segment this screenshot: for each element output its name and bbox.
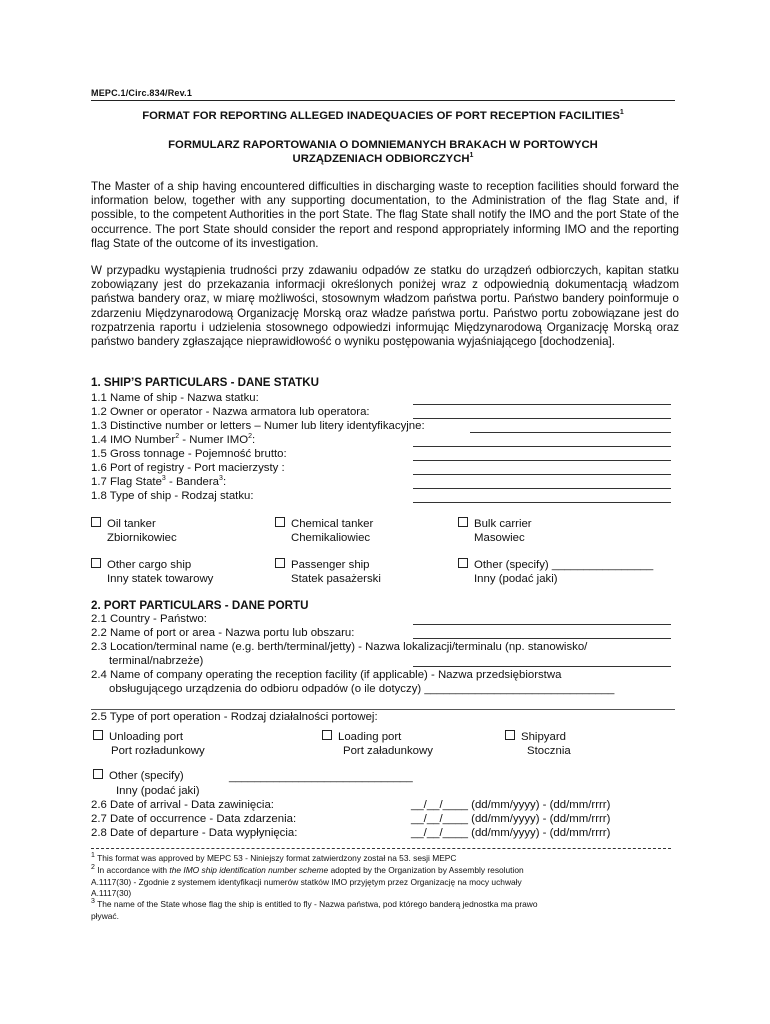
footnote-1 [91, 853, 456, 864]
field-flag-state-line[interactable] [413, 488, 671, 489]
title-pl-line1: FORMULARZ RAPORTOWANIA O DOMNIEMANYCH BRAKACH W PORTOWYCH [168, 139, 598, 151]
field-ship-type-line[interactable] [413, 502, 671, 503]
footnote-3-cont: pływać. [91, 911, 119, 921]
checkbox-bulk-carrier[interactable] [458, 517, 532, 545]
field-port-registry-line[interactable] [413, 474, 671, 475]
field-distinctive-number-label: 1.3 Distinctive number or letters – Numer lub litery identyfikacyjne: [91, 420, 425, 432]
checkbox-other-operation[interactable] [93, 769, 184, 783]
section2-title: 2. PORT PARTICULARS - DANE PORTU [91, 599, 309, 612]
flag-footnote-ref-a: 3 [161, 475, 166, 483]
title-pl-line2 [91, 153, 675, 165]
date-arrival-label: 2.6 Date of arrival - Data zawinięcia: [91, 799, 274, 811]
checkbox-square-icon[interactable] [91, 558, 101, 568]
title-en-footnote-ref: 1 [619, 109, 624, 117]
title-pl-text: URZĄDZENIACH ODBIORCZYCH [292, 153, 470, 165]
checkbox-square-icon[interactable] [275, 558, 285, 568]
checkbox-loading-port[interactable] [322, 730, 433, 758]
field-company-label: 2.4 Name of company operating the reception facility (if applicable) - Nazwa przedsiębiorstwa [91, 669, 562, 681]
checkbox-other-cargo-ship[interactable] [91, 558, 213, 586]
field-owner-label: 1.2 Owner or operator - Nazwa armatora lub operatora: [91, 406, 370, 418]
date-departure-input[interactable]: __/__/____ (dd/mm/yyyy) - (dd/mm/rrrr) [411, 827, 611, 839]
field-flag-state-label [91, 475, 226, 489]
field-port-name-line[interactable] [413, 638, 671, 639]
checkbox-square-icon[interactable] [275, 517, 285, 527]
checkbox-oil-tanker[interactable] [91, 517, 177, 545]
footnote-number: 3 [91, 898, 95, 906]
option-label-pl: Masowiec [474, 532, 525, 544]
field-country-line[interactable] [413, 624, 671, 625]
option-label: Shipyard [521, 731, 566, 743]
field-gross-tonnage-label: 1.5 Gross tonnage - Pojemność brutto: [91, 448, 287, 460]
field-location-label-cont: terminal/nabrzeże) [109, 655, 204, 667]
field-location-label: 2.3 Location/terminal name (e.g. berth/terminal/jetty) - Nazwa lokalizacji/terminalu (np. stanowisko/ [91, 641, 588, 653]
footnote-number: 2 [91, 864, 95, 872]
checkbox-square-icon[interactable] [93, 769, 103, 779]
checkbox-unloading-port[interactable] [93, 730, 205, 758]
date-arrival-input[interactable]: __/__/____ (dd/mm/yyyy) - (dd/mm/rrrr) [411, 799, 611, 811]
option-label: Other cargo ship [107, 559, 192, 571]
checkbox-square-icon[interactable] [93, 730, 103, 740]
option-label-pl: Inny statek towarowy [107, 573, 214, 585]
footnote-text: adopted by the Organization by Assembly resolution [328, 865, 524, 875]
option-label: Unloading port [109, 731, 184, 743]
footnote-italic: the IMO ship identification number scheme [169, 865, 329, 875]
footnote-separator [91, 848, 671, 849]
checkbox-square-icon[interactable] [322, 730, 332, 740]
imo-footnote-ref-b: 2 [248, 433, 252, 441]
intro-english: The Master of a ship having encountered difficulties in discharging waste to reception facilities should forward the information below, together with any supporting documentation, to the Administration of the flag State and, if possible, to the competent Authorities in the port State. The flag State shall notify the IMO and the port State of the occurrence. The port State should consider the report and respond appropriately informing IMO and the reporting flag State of the outcome of its investigation. [91, 180, 679, 250]
option-label: Other (specify) ________________ [474, 559, 654, 571]
flag-label-b: - Bandera [165, 476, 220, 488]
footnote-2-cont: A.1117(30) - Zgodnie z systemem identyfikacji numerów statków IMO przyjętym przez Organizację na mocy uchwały [91, 877, 522, 887]
footnote-text: The name of the State whose flag the ship is entitled to fly - Nazwa państwa, pod którego banderą jednostka ma prawo [97, 899, 538, 909]
field-country-label: 2.1 Country - Państwo: [91, 613, 207, 625]
option-label-pl: Inny (podać jaki) [474, 573, 558, 585]
footnote-2 [91, 865, 524, 876]
option-label-pl: Stocznia [527, 745, 571, 757]
option-label: Chemical tanker [291, 518, 374, 530]
checkbox-passenger-ship[interactable] [275, 558, 381, 586]
checkbox-chemical-tanker[interactable] [275, 517, 373, 545]
checkbox-other-ship-type[interactable] [458, 558, 653, 586]
option-label: Passenger ship [291, 559, 370, 571]
intro-polish: W przypadku wystąpienia trudności przy zdawaniu odpadów ze statku do urządzeń odbiorczych, kapitan statku zobowiązany jest do przekazania informacji określonych poniżej wraz z odpowiednią dokumentacją władzom państwa bandery oraz, w miarę możliwości, stosownym władzom państwa portu. Państwo bandery poinformuje o zdarzeniu Międzynarodową Organizację Morską oraz władze państwa portu. Państwo portu zobowiązane jest do rozpatrzenia raportu i udzielenia stosownego odpowiedzi informując Międzynarodową Organizację Morską oraz państwo bandery zgłaszające nieprawidłowość o wyniku postępowania wyjaśniającego [dochodzenia]. [91, 264, 679, 349]
footnote-text: This format was approved by MEPC 53 - Niniejszy format zatwierdzony został na 53. sesji MEPC [97, 853, 457, 863]
option-label: Loading port [338, 731, 402, 743]
field-imo-number-line[interactable] [413, 446, 671, 447]
title-en-text: FORMAT FOR REPORTING ALLEGED INADEQUACIES OF PORT RECEPTION FACILITIES [142, 110, 620, 122]
flag-label-c: : [222, 476, 227, 488]
field-port-operation-label: 2.5 Type of port operation - Rodzaj działalności portowej: [91, 711, 378, 723]
date-occurrence-input[interactable]: __/__/____ (dd/mm/yyyy) - (dd/mm/rrrr) [411, 813, 611, 825]
imo-label-b: - Numer IMO [179, 434, 249, 446]
document-reference: MEPC.1/Circ.834/Rev.1 [91, 88, 193, 98]
option-label: Bulk carrier [474, 518, 532, 530]
other-operation-label-pl: Inny (podać jaki) [116, 785, 200, 797]
title-pl-footnote-ref: 1 [469, 152, 474, 160]
footnote-text: In accordance with [97, 865, 170, 875]
field-ship-name-label: 1.1 Name of ship - Nazwa statku: [91, 392, 259, 404]
flag-footnote-ref-b: 3 [219, 475, 223, 483]
checkbox-shipyard[interactable] [505, 730, 571, 758]
field-distinctive-number-line[interactable] [470, 432, 671, 433]
field-company-label-cont[interactable]: obsługującego urządzenia do odbioru odpadów (o ile dotyczy) ______________________________ [109, 683, 615, 695]
imo-label-c: : [252, 434, 256, 446]
option-label-pl: Zbiornikowiec [107, 532, 177, 544]
option-label-pl: Statek pasażerski [291, 573, 381, 585]
imo-label-a: 1.4 IMO Number [91, 434, 176, 446]
option-label: Oil tanker [107, 518, 156, 530]
option-label: Other (specify) [109, 770, 184, 782]
footnote-number: 1 [91, 852, 95, 860]
header-rule [91, 100, 675, 101]
footnote-2-cont2: A.1117(30) [91, 888, 132, 898]
checkbox-square-icon[interactable] [505, 730, 515, 740]
field-location-line[interactable] [413, 666, 671, 667]
field-ship-name-line[interactable] [413, 404, 671, 405]
option-label-pl: Port rozładunkowy [111, 745, 205, 757]
title-en [91, 110, 675, 122]
checkbox-square-icon[interactable] [458, 558, 468, 568]
other-operation-line[interactable]: _____________________________ [229, 771, 413, 783]
field-owner-line[interactable] [413, 418, 671, 419]
field-port-registry-label: 1.6 Port of registry - Port macierzysty : [91, 462, 285, 474]
option-label-pl: Port załadunkowy [343, 745, 433, 757]
date-occurrence-label: 2.7 Date of occurrence - Data zdarzenia: [91, 813, 297, 825]
field-imo-number-label [91, 433, 255, 447]
date-departure-label: 2.8 Date of departure - Data wypłynięcia: [91, 827, 298, 839]
section1-title: 1. SHIP’S PARTICULARS - DANE STATKU [91, 376, 320, 389]
footnote-3 [91, 899, 538, 910]
option-label-pl: Chemikaliowiec [291, 532, 371, 544]
field-port-name-label: 2.2 Name of port or area - Nazwa portu lub obszaru: [91, 627, 355, 639]
checkbox-square-icon[interactable] [458, 517, 468, 527]
field-ship-type-label: 1.8 Type of ship - Rodzaj statku: [91, 490, 254, 502]
field-gross-tonnage-line[interactable] [413, 460, 671, 461]
imo-footnote-ref-a: 2 [175, 433, 180, 441]
flag-label-a: 1.7 Flag State [91, 476, 162, 488]
checkbox-square-icon[interactable] [91, 517, 101, 527]
